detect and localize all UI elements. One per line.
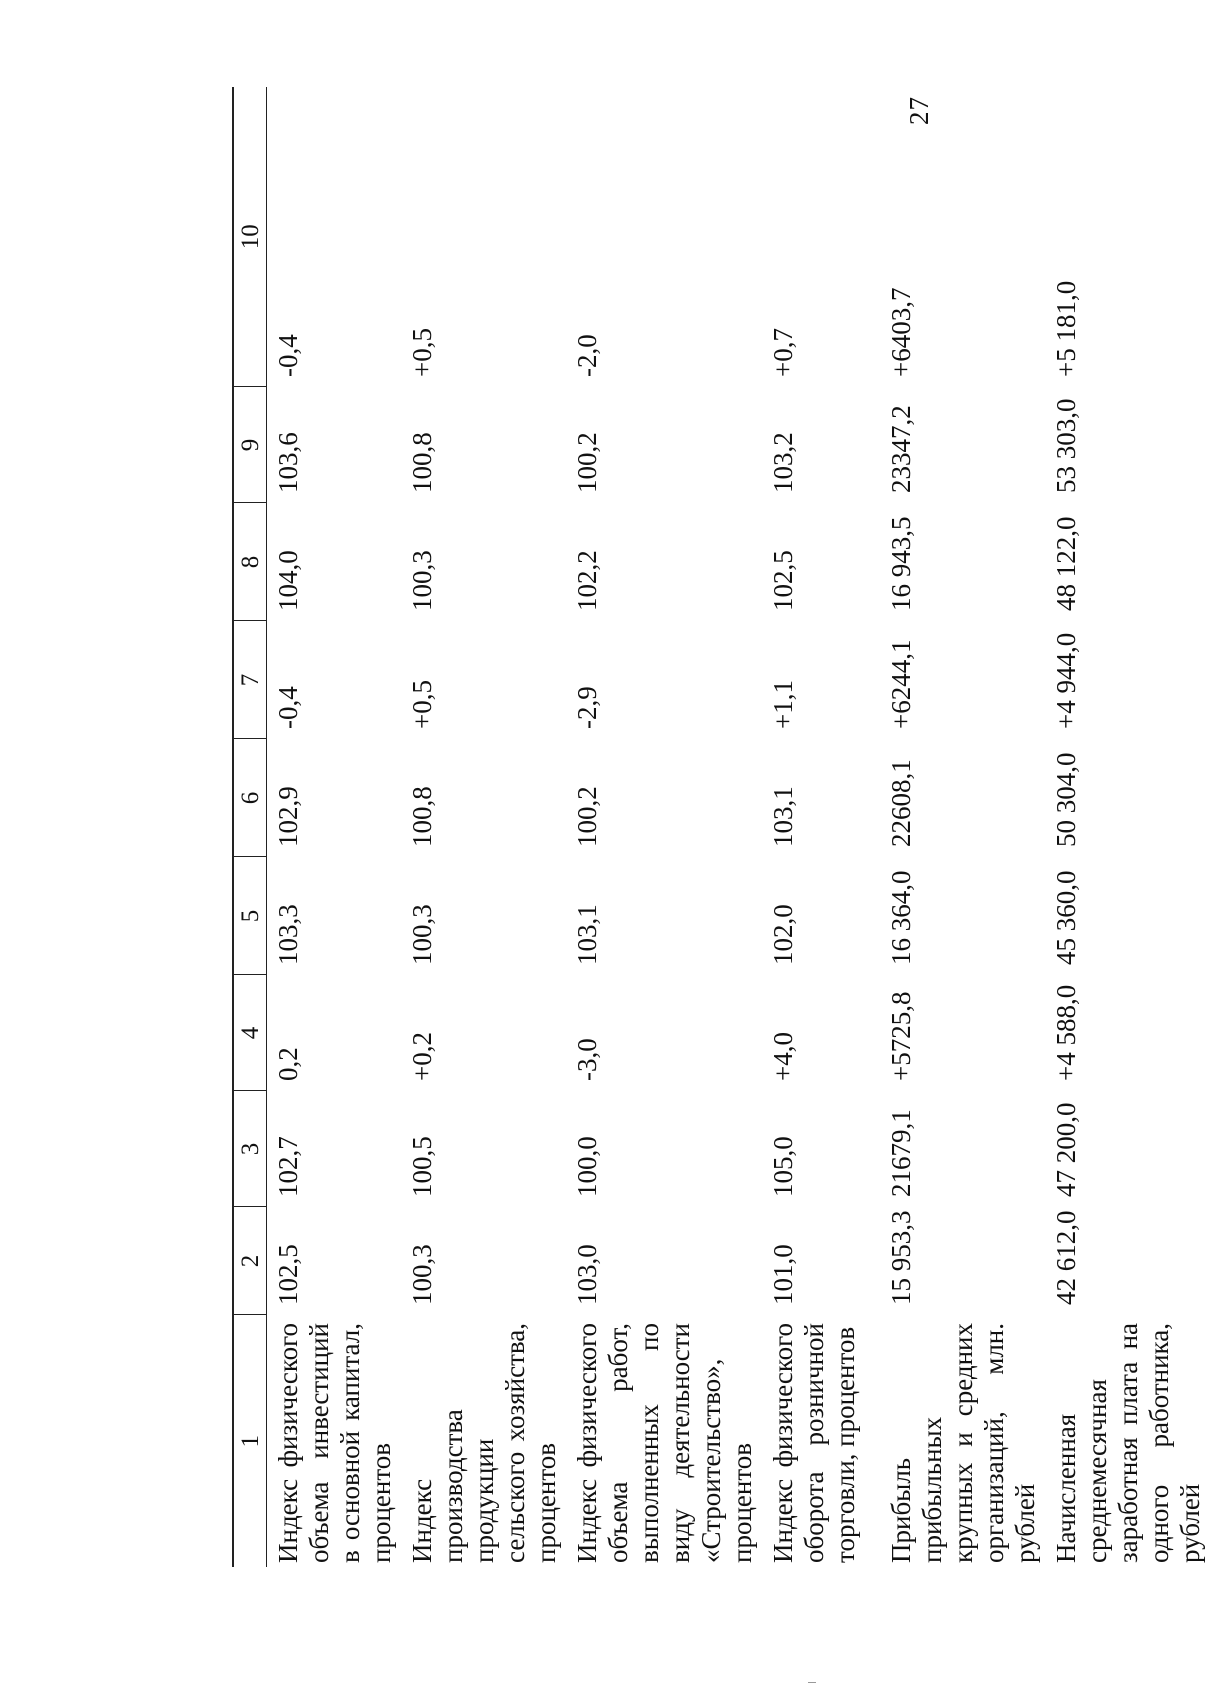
table-cell: 104,0 — [273, 550, 303, 611]
table-cell: 23347,2 — [886, 405, 916, 493]
table-cell: 102,9 — [273, 786, 303, 847]
table-cell: 47 200,0 — [1051, 1102, 1081, 1197]
table-cell: +0,5 — [407, 680, 437, 729]
table-cell: 102,5 — [273, 1244, 303, 1305]
row-label: Индекс производства продукции сельского хозяйства, процентов — [407, 1323, 561, 1563]
page-number: 27 — [904, 96, 934, 125]
scan-artifact — [808, 1682, 816, 1683]
table-cell: +4 588,0 — [1051, 984, 1081, 1081]
table-cell: 103,3 — [273, 904, 303, 965]
table-cell: +5725,8 — [886, 991, 916, 1081]
table-row — [267, 87, 402, 1567]
column-header: 5 — [233, 857, 267, 975]
table-cell: 21679,1 — [886, 1109, 916, 1197]
table-cell: 103,6 — [273, 432, 303, 493]
table-cell: 22608,1 — [886, 759, 916, 847]
table-cell: 102,7 — [273, 1136, 303, 1197]
row-label: Индекс физического оборота розничной торговли, процентов — [768, 1323, 860, 1563]
table-cell: 105,0 — [768, 1136, 798, 1197]
table-cell: +6403,7 — [886, 287, 916, 377]
table-cell: 102,5 — [768, 550, 798, 611]
table-cell: 100,3 — [407, 1244, 437, 1305]
table-cell: 45 360,0 — [1051, 870, 1081, 965]
table-cell: 15 953,3 — [886, 1210, 916, 1305]
row-label: Индекс физического объема инвестиций в основной капитал, процентов — [273, 1323, 396, 1563]
table-cell: 101,0 — [768, 1244, 798, 1305]
table-cell: 103,1 — [768, 786, 798, 847]
table-cell: 48 122,0 — [1051, 516, 1081, 611]
table-cell: +0,5 — [407, 328, 437, 377]
table-cell: 100,0 — [572, 1136, 602, 1197]
table-cell: 16 943,5 — [886, 516, 916, 611]
table-cell: +5 181,0 — [1051, 280, 1081, 377]
table-row — [566, 87, 762, 1567]
table-cell: 100,5 — [407, 1136, 437, 1197]
row-label: Прибыль прибыльных крупных и средних организаций, млн. рублей — [886, 1323, 1040, 1563]
table-cell: 0,2 — [273, 1047, 303, 1081]
table-cell: +1,1 — [768, 680, 798, 729]
table-cell: +0,7 — [768, 328, 798, 377]
table-row — [1045, 87, 1215, 1567]
table-cell: 100,8 — [407, 432, 437, 493]
table-cell: 50 304,0 — [1051, 752, 1081, 847]
table-cell: +0,2 — [407, 1032, 437, 1081]
table-row — [401, 87, 566, 1567]
table-row — [880, 87, 1045, 1567]
table-cell: 42 612,0 — [1051, 1210, 1081, 1305]
table-cell: 100,2 — [572, 432, 602, 493]
table-cell: 16 364,0 — [886, 870, 916, 965]
column-header: 2 — [233, 1207, 267, 1315]
column-header: 10 — [233, 87, 267, 387]
rotated-table-container — [232, 87, 1205, 1567]
table-cell: 100,3 — [407, 550, 437, 611]
table-cell: -3,0 — [572, 1038, 602, 1081]
row-label: Индекс физического объема работ, выполненных по виду деятельности «Строительство», процентов — [572, 1323, 757, 1563]
table-cell: 100,2 — [572, 786, 602, 847]
table-cell: 100,3 — [407, 904, 437, 965]
table-row — [762, 87, 880, 1567]
table-cell: +4,0 — [768, 1032, 798, 1081]
table-cell: -2,9 — [572, 686, 602, 729]
table-cell: 100,8 — [407, 786, 437, 847]
column-header: 9 — [233, 387, 267, 503]
column-header: 6 — [233, 739, 267, 857]
row-label: Начисленная среднемесячная заработная плата на одного работника, рублей — [1051, 1323, 1205, 1563]
table-cell: 53 303,0 — [1051, 398, 1081, 493]
header-row — [233, 87, 267, 1567]
table-cell: 102,0 — [768, 904, 798, 965]
column-header: 8 — [233, 503, 267, 621]
table-cell: -2,0 — [572, 334, 602, 377]
column-header: 3 — [233, 1091, 267, 1207]
table-cell: +6244,1 — [886, 639, 916, 729]
table-cell: 103,2 — [768, 432, 798, 493]
table-cell: -0,4 — [273, 686, 303, 729]
table-cell: 103,1 — [572, 904, 602, 965]
column-header: 4 — [233, 975, 267, 1091]
column-header: 1 — [233, 1315, 267, 1567]
indicators-table — [232, 87, 1215, 1567]
column-header: 7 — [233, 621, 267, 739]
table-cell: +4 944,0 — [1051, 632, 1081, 729]
table-cell: 103,0 — [572, 1244, 602, 1305]
table-cell: -0,4 — [273, 334, 303, 377]
table-cell: 102,2 — [572, 550, 602, 611]
